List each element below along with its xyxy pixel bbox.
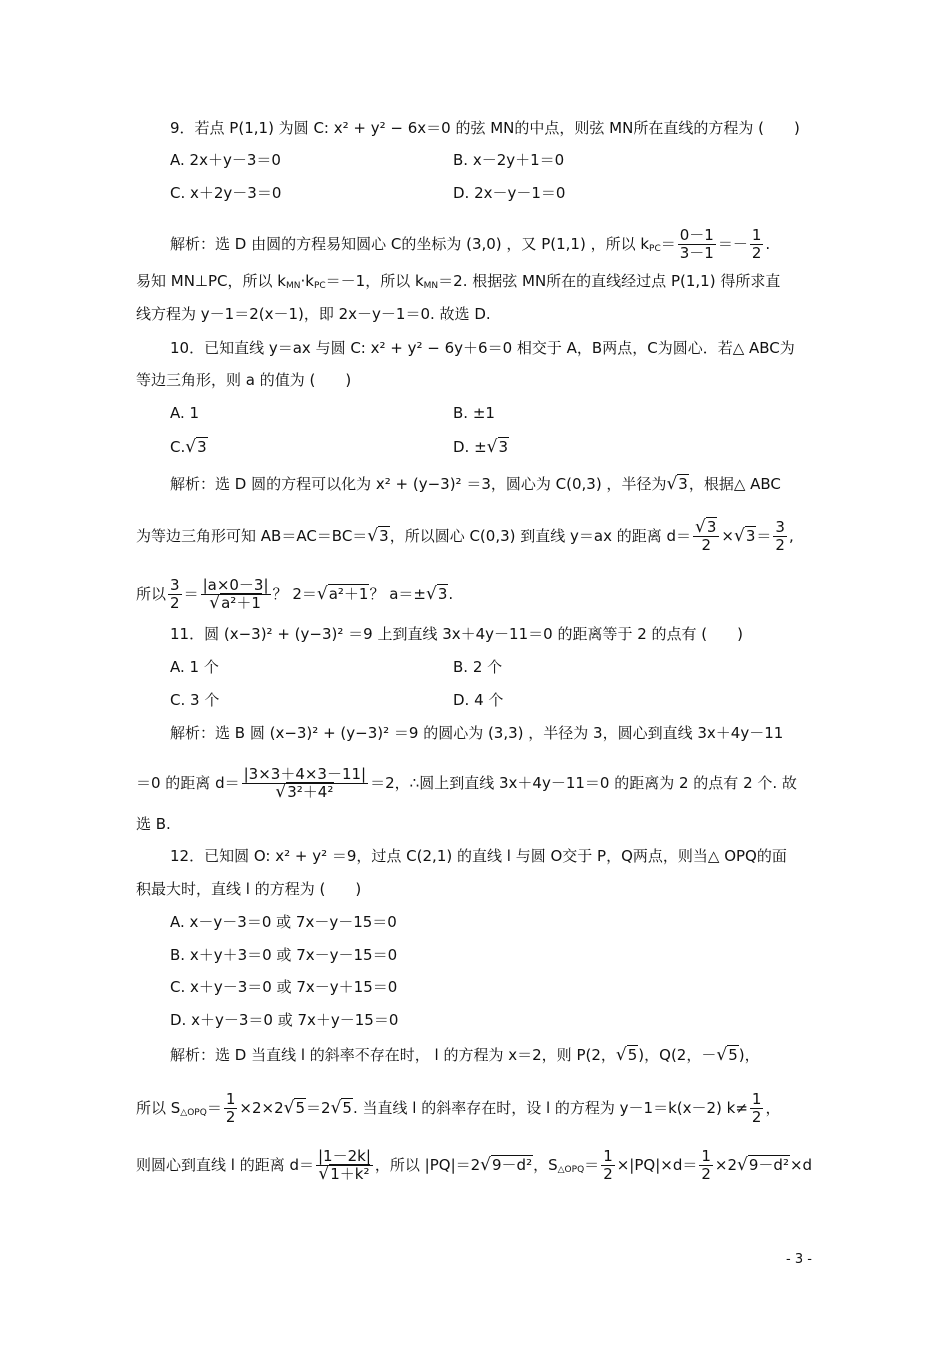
radicand: a²＋1 bbox=[328, 585, 369, 603]
numerator: |1－2k| bbox=[318, 1147, 371, 1165]
numerator: 1 bbox=[751, 226, 762, 244]
q11-solution-line-3: 选 B. bbox=[136, 815, 171, 833]
q12-stem-line-1: 12．已知圆 O: x² + y² ＝9，过点 C(2,1) 的直线 l 与圆 O交于 P，Q两点，则当△ OPQ的面 bbox=[170, 847, 787, 865]
sqrt-sign-icon: √ bbox=[425, 584, 437, 604]
text: ？ 2＝ bbox=[272, 585, 317, 603]
sqrt bbox=[209, 595, 262, 612]
q9-stem: 9．若点 P(1,1) 为圆 C: x² + y² − 6x＝0 的弦 MN的中点，则弦 MN所在直线的方程为 ( ) bbox=[170, 119, 800, 137]
text: 所以 S bbox=[136, 1099, 181, 1117]
denominator bbox=[207, 595, 264, 612]
text: )， bbox=[738, 1046, 760, 1064]
q10-solution-line-2 bbox=[136, 517, 794, 554]
text: . bbox=[765, 235, 771, 253]
sqrt bbox=[284, 1098, 306, 1118]
sqrt-sign-icon: √ bbox=[209, 593, 221, 613]
text: ×d bbox=[789, 1156, 813, 1174]
text: ×|PQ|×d＝ bbox=[616, 1156, 698, 1174]
text: 易知 MN⊥PC，所以 k bbox=[136, 272, 286, 290]
sqrt bbox=[275, 784, 334, 801]
text: ＝2，∴圆上到直线 3x＋4y－11＝0 的距离为 2 的点有 2 个. 故 bbox=[370, 774, 797, 792]
text: 所以 bbox=[136, 585, 167, 603]
sqrt-sign-icon: √ bbox=[695, 517, 706, 537]
q12-option-c: C. x＋y－3＝0 或 7x－y＋15＝0 bbox=[170, 978, 398, 996]
q10-solution-line-1 bbox=[170, 474, 781, 498]
radicand: 9－d² bbox=[492, 1156, 533, 1174]
q12-stem-line-2: 积最大时，直线 l 的方程为 ( ) bbox=[136, 880, 362, 898]
sqrt bbox=[317, 584, 370, 604]
sqrt bbox=[716, 1045, 738, 1065]
numerator: 1 bbox=[225, 1090, 236, 1108]
text: 解析：选 D 圆的方程可以化为 x² + (y−3)² ＝3，圆心为 C(0,3) ，半径为 bbox=[170, 475, 667, 493]
sqrt bbox=[426, 584, 448, 604]
text: ＝2. 根据弦 MN所在的直线经过点 P(1,1) 得所求直 bbox=[438, 272, 781, 290]
denominator: 2 bbox=[751, 244, 762, 262]
numerator: 1 bbox=[701, 1147, 711, 1165]
text: ＝－1，所以 k bbox=[325, 272, 424, 290]
q12-option-a: A. x－y－3＝0 或 7x－y－15＝0 bbox=[170, 913, 397, 931]
denominator: 2 bbox=[170, 594, 180, 612]
text: 为等边三角形可知 AB＝AC＝BC＝ bbox=[136, 527, 368, 545]
denominator: 2 bbox=[751, 1108, 762, 1126]
sqrt-sign-icon: √ bbox=[316, 584, 328, 604]
q12-solution-line-2 bbox=[136, 1090, 781, 1126]
fraction bbox=[750, 227, 764, 262]
numerator: 3 bbox=[170, 576, 180, 594]
fraction bbox=[678, 227, 716, 262]
subscript: PC bbox=[313, 281, 326, 291]
radicand: 5 bbox=[627, 1046, 638, 1064]
q9-option-a: A. 2x＋y－3＝0 bbox=[170, 151, 281, 169]
q11-solution-line-2 bbox=[136, 765, 797, 802]
text: ＝ bbox=[756, 527, 772, 545]
q11-option-b: B. 2 个 bbox=[453, 658, 503, 676]
sqrt-sign-icon: √ bbox=[185, 437, 197, 457]
radicand: 3 bbox=[379, 527, 389, 545]
denominator: 2 bbox=[701, 536, 711, 554]
text: ，根据△ ABC bbox=[688, 475, 781, 493]
numerator: 1 bbox=[751, 1090, 762, 1108]
sqrt bbox=[737, 1155, 790, 1175]
subscript: △OPQ bbox=[557, 1165, 585, 1175]
sqrt-sign-icon: √ bbox=[330, 1098, 342, 1118]
sqrt bbox=[331, 1098, 353, 1118]
text: ＝－ bbox=[717, 235, 748, 253]
sqrt-sign-icon: √ bbox=[615, 1045, 627, 1065]
text: 解析：选 D 由圆的方程易知圆心 C的坐标为 (3,0) ，又 P(1,1) ，所以 k bbox=[170, 235, 650, 253]
text: ？ a＝± bbox=[369, 585, 426, 603]
text: ＝ bbox=[206, 1099, 222, 1117]
q10-stem-line-1: 10．已知直线 y＝ax 与圆 C: x² + y² − 6y＋6＝0 相交于 A，B两点，C为圆心．若△ ABC为 bbox=[170, 339, 795, 357]
text: 则圆心到直线 l 的距离 d＝ bbox=[136, 1156, 314, 1174]
q12-solution-line-1 bbox=[170, 1045, 760, 1069]
sqrt bbox=[480, 1155, 533, 1175]
denominator: 2 bbox=[701, 1165, 711, 1183]
sqrt-sign-icon: √ bbox=[734, 526, 745, 546]
q9-solution-line-1 bbox=[170, 226, 771, 262]
radicand: 5 bbox=[342, 1099, 352, 1117]
sqrt bbox=[695, 519, 717, 536]
radicand: 3 bbox=[706, 518, 717, 536]
text: ＝ bbox=[584, 1156, 600, 1174]
q12-option-b: B. x＋y＋3＝0 或 7x－y－15＝0 bbox=[170, 946, 398, 964]
text: ×2×2 bbox=[239, 1099, 284, 1117]
fraction bbox=[242, 766, 369, 801]
denominator bbox=[316, 1166, 372, 1183]
fraction bbox=[168, 577, 182, 612]
radicand: 5 bbox=[295, 1099, 306, 1117]
text: D. ± bbox=[453, 438, 487, 456]
radicand: 3 bbox=[745, 527, 756, 545]
fraction bbox=[316, 1148, 373, 1183]
numerator: 0－1 bbox=[679, 226, 714, 244]
numerator: |a×0－3| bbox=[202, 576, 269, 594]
sqrt bbox=[185, 437, 207, 457]
radicand: 1＋k² bbox=[330, 1165, 370, 1183]
text: ·k bbox=[300, 272, 314, 290]
text: ， bbox=[765, 1099, 781, 1117]
text: 解析：选 D 当直线 l 的斜率不存在时， l 的方程为 x＝2，则 P(2， bbox=[170, 1046, 616, 1064]
q10-stem-line-2: 等边三角形，则 a 的值为 ( ) bbox=[136, 371, 352, 389]
sqrt-sign-icon: √ bbox=[486, 437, 498, 457]
text: C. bbox=[170, 438, 186, 456]
q12-option-d: D. x＋y－3＝0 或 7x＋y－15＝0 bbox=[170, 1011, 399, 1029]
sqrt-sign-icon: √ bbox=[666, 474, 678, 494]
text: . 当直线 l 的斜率存在时，设 l 的方程为 y－1＝k(x－2) k≠ bbox=[352, 1099, 748, 1117]
q10-option-c bbox=[170, 437, 208, 461]
q12-solution-line-3 bbox=[136, 1147, 813, 1184]
sqrt bbox=[616, 1045, 638, 1065]
denominator: 2 bbox=[603, 1165, 613, 1183]
sqrt-sign-icon: √ bbox=[367, 526, 379, 546]
text: ，S bbox=[533, 1156, 558, 1174]
radicand: 3 bbox=[498, 438, 509, 456]
q11-option-d: D. 4 个 bbox=[453, 691, 504, 709]
q11-option-c: C. 3 个 bbox=[170, 691, 220, 709]
text: ＝ bbox=[183, 585, 199, 603]
fraction bbox=[601, 1148, 615, 1183]
sqrt-sign-icon: √ bbox=[737, 1155, 748, 1175]
numerator: |3×3＋4×3－11| bbox=[243, 765, 367, 783]
denominator: 2 bbox=[225, 1108, 236, 1126]
q10-option-a: A. 1 bbox=[170, 404, 200, 422]
sqrt bbox=[666, 474, 688, 494]
radicand: a²＋1 bbox=[221, 594, 261, 612]
subscript: MN bbox=[423, 281, 439, 291]
subscript: PC bbox=[649, 244, 661, 254]
radicand: 3 bbox=[678, 475, 688, 493]
fraction bbox=[750, 1091, 764, 1126]
text: ＝2 bbox=[306, 1099, 331, 1117]
sqrt-sign-icon: √ bbox=[275, 782, 287, 802]
subscript: △OPQ bbox=[180, 1108, 207, 1118]
sqrt bbox=[487, 437, 509, 457]
page-number: - 3 - bbox=[786, 1252, 812, 1267]
sqrt-sign-icon: √ bbox=[716, 1045, 728, 1065]
sqrt bbox=[318, 1166, 370, 1183]
q9-option-c: C. x＋2y－3＝0 bbox=[170, 184, 282, 202]
text: ，所以 |PQ|＝2 bbox=[374, 1156, 481, 1174]
text: ×2 bbox=[714, 1156, 738, 1174]
text: . bbox=[448, 585, 454, 603]
numerator bbox=[693, 519, 719, 537]
q10-solution-line-3 bbox=[136, 576, 454, 613]
text: × bbox=[721, 527, 734, 545]
radicand: 3 bbox=[197, 438, 207, 456]
q9-option-b: B. x－2y＋1＝0 bbox=[453, 151, 565, 169]
radicand: 3²＋4² bbox=[287, 783, 334, 801]
fraction bbox=[699, 1148, 713, 1183]
q11-solution-line-1: 解析：选 B 圆 (x−3)² + (y−3)² ＝9 的圆心为 (3,3) ，半径为 3，圆心到直线 3x＋4y－11 bbox=[170, 724, 784, 742]
sqrt-sign-icon: √ bbox=[283, 1098, 295, 1118]
text: ＝ bbox=[660, 235, 676, 253]
radicand: 9－d² bbox=[748, 1156, 789, 1174]
q10-option-d bbox=[453, 437, 509, 461]
sqrt-sign-icon: √ bbox=[318, 1164, 330, 1184]
fraction bbox=[773, 519, 787, 554]
sqrt-sign-icon: √ bbox=[480, 1155, 492, 1175]
denominator: 3－1 bbox=[679, 244, 714, 262]
fraction bbox=[224, 1091, 238, 1126]
text: )，Q(2，－ bbox=[638, 1046, 717, 1064]
q11-option-a: A. 1 个 bbox=[170, 658, 219, 676]
sqrt bbox=[734, 526, 756, 546]
text: , bbox=[788, 527, 794, 545]
text: ＝0 的距离 d＝ bbox=[136, 774, 240, 792]
numerator: 1 bbox=[603, 1147, 613, 1165]
q9-option-d: D. 2x－y－1＝0 bbox=[453, 184, 566, 202]
q9-solution-line-3: 线方程为 y－1＝2(x－1)，即 2x－y－1＝0. 故选 D. bbox=[136, 305, 491, 323]
q10-option-b: B. ±1 bbox=[453, 404, 495, 422]
denominator: 2 bbox=[775, 536, 785, 554]
denominator bbox=[273, 784, 336, 801]
q11-stem: 11．圆 (x−3)² + (y−3)² ＝9 上到直线 3x＋4y－11＝0 的距离等于 2 的点有 ( ) bbox=[170, 625, 744, 643]
sqrt bbox=[367, 526, 389, 546]
subscript: MN bbox=[285, 281, 301, 291]
fraction bbox=[201, 577, 271, 612]
text: ，所以圆心 C(0,3) 到直线 y＝ax 的距离 d＝ bbox=[389, 527, 692, 545]
numerator: 3 bbox=[775, 518, 785, 536]
radicand: 5 bbox=[728, 1046, 738, 1064]
fraction bbox=[693, 519, 719, 554]
radicand: 3 bbox=[437, 585, 448, 603]
q9-solution-line-2 bbox=[136, 271, 780, 295]
